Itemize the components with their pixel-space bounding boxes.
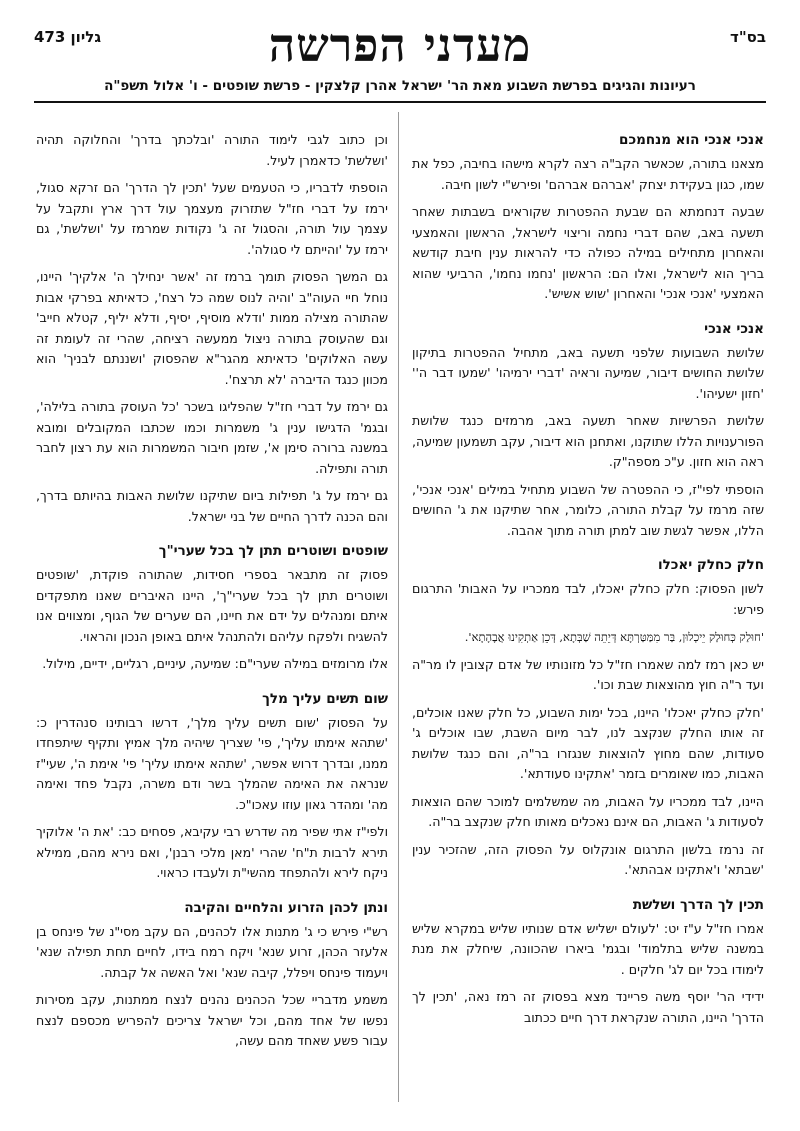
paragraph: הוספתי לדבריו, כי הטעמים שעל 'תכין לך הדרך' הם זרקא סגול, ירמז על דברי חז"ל שתזרוק מעצמך עול דרך ארץ ותקבל על עצמך עול תורה, והסגול זה ג' נקודות שמרמז על 'ושלשת', גם ירמז על 'והייתם לי סגולה'.	[36, 180, 388, 257]
section-heading: ונתן לכהן הזרוע והלחיים והקיבה	[184, 899, 388, 916]
paragraph: פסוק זה מתבאר בספרי חסידות, שהתורה פוקדת, 'שופטים ושוטרים תתן לך בכל שערי"ך', היינו האיברים שאנו מתפקדים איתם ומנהלים על ידם את חיינו, הם שערים של הגוף, ומצווים אנו להשגיח ולפקח עליהם ולהתנהל איתם באופן הנכון והראוי.	[36, 567, 388, 644]
paragraph: גם ירמז על דברי חז"ל שהפליגו בשכר 'כל העוסק בתורה בלילה', ובגמ' הדגישו ענין ג' משמרות וכמו שכתבו המקובלים ומובא במשנה ברורה סימן א', שזמן חיבור המשמרות הוא עת רצון לחבר תורה ותפילה.	[36, 399, 388, 476]
paragraph: שלושת הפרשיות שאחר תשעה באב, מרמזים כנגד שלושת הפורענויות הללו שתוקנו, ואתחנן הוא דיבור, עקב תשמעון שמיעה, ראה הוא חזון. ע"כ מספה"ק.	[412, 413, 764, 469]
paragraph: משמע מדבריי שכל הכהנים נהנים לנצח ממתנות, עקב מסירות נפשו של אחד מהם, וכל ישראל צריכים להפריש מכספם לנצח עבור פשע שאחד מהם עשה,	[36, 992, 388, 1048]
section-heading: אנכי אנכי	[704, 320, 764, 337]
bsd-mark: בס"ד	[730, 28, 766, 46]
section-heading: אנכי אנכי הוא מנחמכם	[619, 132, 764, 148]
header-rule	[34, 101, 766, 103]
section-heading: שופטים ושוטרים תתן לך בכל שערי"ך	[158, 543, 388, 559]
paragraph: ידידי הר' יוסף משה פריינד מצא בפסוק זה רמז נאה, 'תכין לך הדרך' היינו, התורה שנקראת דרך חיים ככתוב	[412, 989, 764, 1025]
masthead	[34, 18, 766, 74]
paragraph: גם ירמז על ג' תפילות ביום שתיקנו שלושת האבות בהיותם בדרך, והם הכנה לדרך החיים של בני ישראל.	[36, 488, 388, 524]
paragraph: על הפסוק 'שום תשים עליך מלך', דרשו רבותינו סנהדרין כ: 'שתהא אימתו עליך', פי' שצריך שיהיה מלך אמיץ ותקיף שיתפחדו ממנו, ובדרך דרוש אפשר, 'שתהא אימתו עליך' פי' אימת ה', שעי"ז שנראה את האימה שהמלך בשר ודם משרה, נקבל פחד ואימה מה' ומהדר גאון עוזו עאכו"כ.	[36, 714, 388, 812]
paragraph: וכן כתוב לגבי לימוד התורה 'ובלכתך בדרך' והחלוקה תהיה 'ושלשת' כדאמרן לעיל.	[36, 132, 388, 168]
section-heading: שום תשים עליך מלך	[262, 690, 388, 707]
paragraph: מצאנו בתורה, שכאשר הקב"ה רצה לקרא מישהו בחיבה, כפל את שמו, כגון בעקידת יצחק 'אברהם אברהם' ופירש"י לשון חיבה.	[412, 156, 764, 192]
paragraph: שבעה דנחמתא הם שבעת ההפטרות שקוראים בשבתות שאחר תשעה באב, שהם דברי נחמה וריצוי לישראל, הראשון והאמצעי והאחרון מתחילים במילה כפולה כדי להראות ענין חיבת קודשא בריך הוא לישראל, ואלו הם: הראשון 'נחמו נחמו', הרביעי שהוא האמצעי 'אנכי אנכי' והאחרון 'שוש אשיש'.	[412, 204, 764, 301]
page-title: מעדני הפרשה	[268, 18, 532, 72]
paragraph: זה נרמז בלשון התרגום אונקלוס על הפסוק הזה, שהזכיר ענין 'שבתא' ו'אתקינו אבהתא'.	[412, 841, 764, 877]
right-column	[412, 120, 764, 1110]
paragraph: רש"י פירש כי ג' מתנות אלו לכהנים, הם עקב מסי"נ של פינחס בן אלעזר הכהן, זרוע שנא' ויקח רמח בידו, לחיים תחת תפילה שנא' ויעמוד פינחס ויפלל, קיבה שנא' ואל האשה אל קבתה.	[36, 923, 388, 980]
paragraph: ולפי"ז אתי שפיר מה שדרש רבי עקיבא, פסחים כב: 'את ה' אלוקיך תירא לרבות ת"ח' שהרי 'מאן מלכי רבנן', ואם נירא מהם, ממילא ניקח לירא ולהתפחד מהשי"ת ולעבדו כראוי.	[36, 824, 388, 880]
section-heading: חלק כחלק יאכלו	[657, 557, 764, 573]
section-heading: תכין לך הדרך ושלשת	[632, 896, 764, 913]
targum-quote: 'חוּלַק כְּחוּלַק יֵיכְלוּן, בַּר מִמַּטַּרְתָּא דְּיֵתֵה שַׁבְּתָא, דְּכֵן אַתְקִינוּ אֲבָהָתָא'.	[464, 630, 764, 644]
paragraph: היינו, לבד ממכריו על האבות, מה שמשלמים למוכר שהם הוצאות לסעודות ג' האבות, הם אינם נאכלים מאותו חלק שנקצב בר"ה.	[412, 793, 764, 829]
paragraph: הוספתי לפי"ז, כי ההפטרה של השבוע מתחיל במילים 'אנכי אנכי', שזה מרמז על קבלת התורה, כלומר, אחר שתיקנו את ג' החושים הללו, אפשר לגשת שוב למתן תורה מתוך אהבה.	[412, 481, 764, 538]
paragraph: שלושת השבועות שלפני תשעה באב, מתחיל ההפטרות בתיקון שלושת החושים דיבור, שמיעה וראיה 'דברי ירמיהו' 'שמעו דבר ה'' 'חזון ישעיהו'.	[412, 344, 764, 401]
paragraph: 'חלק כחלק יאכלו' היינו, בכל ימות השבוע, כל חלק שאנו אוכלים, זה אותו החלק שנקצב לנו, לבר מיום השבת, שבו אוכלים ג' סעודות, שהם מחוץ להוצאות שנגזרו בר"ה, והם כנגד שלושת האבות, כמו שאומרים בזמר 'אתקינו סעודתא'.	[412, 704, 764, 781]
issue-number: גליון 473	[34, 28, 102, 46]
column-divider	[398, 112, 399, 1102]
paragraph: גם המשך הפסוק תומך ברמז זה 'אשר ינחילך ה' אלקיך' היינו, נוחל חיי העוה"ב 'והיה לנוס שמה כל רצח', כדאיתא בפרקי אבות שהתורה מצילה ממות 'ודלא מוסיף, יסיף, ודלא יליף, קטלא חייב' וגם שהעוסק בתורה ניצול ממעשה רציחה, שהרי זה לעומת זה עשה האלוקים' כדאיתא מהגר"א שהפסוק 'ושננתם לבניך' הוא מכוון כנגד הדיברה 'לא תרצח'.	[36, 269, 388, 387]
subtitle: רעיונות והגיגים בפרשת השבוע מאת הר' ישראל אהרן קלצקין - פרשת שופטים - ו' אלול תשפ"ה	[104, 78, 696, 94]
paragraph: אמרו חז"ל ע"ז יט: 'לעולם ישליש אדם שנותיו שליש במקרא שליש במשנה שליש בתלמוד' ובגמ' ביארו שהכוונה, שיחלק את מנת לימודו בכל יום לג' חלקים .	[412, 920, 764, 977]
paragraph: יש כאן רמז למה שאמרו חז"ל כל מזונותיו של אדם קצובין לו מר"ה ועד ר"ה חוץ מהוצאות שבת וכו'.	[412, 656, 764, 692]
paragraph: אלו מרומזים במילה שערי"ם: שמיעה, עיניים, רגליים, ידיים, מילול.	[42, 656, 388, 671]
left-column	[36, 120, 388, 1110]
paragraph: לשון הפסוק: חלק כחלק יאכלו, לבד ממכריו על האבות' התרגום פירש:	[412, 581, 764, 617]
